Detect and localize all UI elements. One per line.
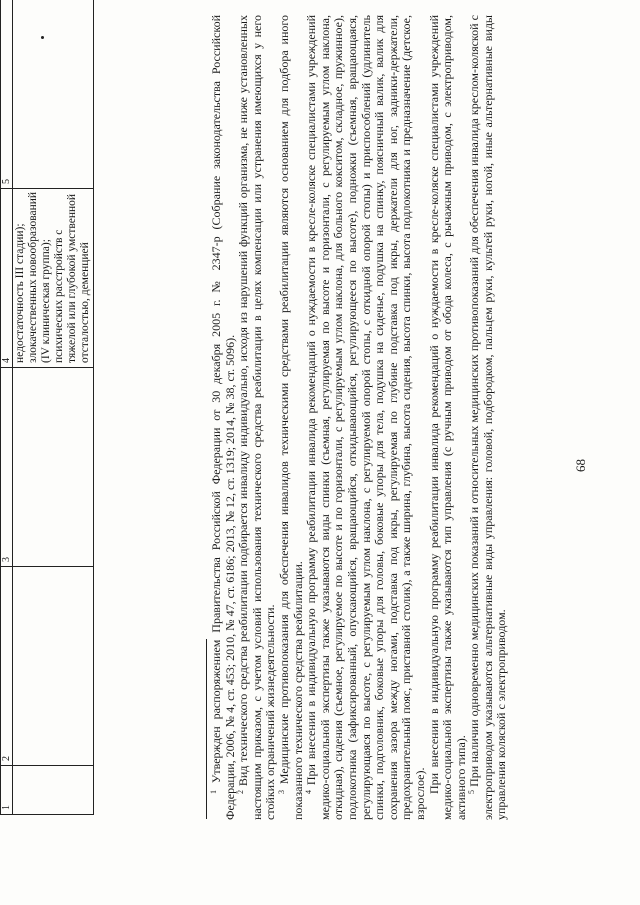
footnotes [210,15,509,820]
table-header-cell: 2 [1,567,13,766]
footnote-4 [305,15,427,820]
footnote-1 [210,15,237,820]
footnote-text: При наличии одновременно медицинских показаний и относительных медицинских противопоказаний для обеспечения инвалида креслом-коляской с электроприводом указываются альтернативные виды управления: головой, подбородком, пальцем руки, культей руки, ногой, иные альтернативные виды управления коляской с электроприводом. [467,14,509,820]
footnote-mark: 2 [236,790,246,794]
footnote-mark: 3 [276,790,286,794]
table-cell [13,368,94,567]
footnote-mark: 1 [209,790,218,794]
footnote-2 [237,15,278,820]
table-header-cell: 5 [1,0,13,189]
table-cell [13,766,94,815]
table-header-cell: 3 [1,368,13,567]
cell-text-line: психических расстройств с [53,229,65,363]
page-number: 68 [573,459,588,472]
footnote-4-continued [428,15,469,820]
footnote-mark: 4 [304,790,314,794]
cell-text-line: тяжелой или глубокой умственной [66,193,78,363]
footnote-text: При внесении в индивидуальную программу реабилитации инвалида рекомендаций о нуждаемости в кресле-коляске специалистами учреждений медико-социальной экспертизы также указываются виды спинки (съемная, регулируемая по высоте и горизонтали, с регулируемым углом наклона, откидная), сидения (съемное, регулируемое по высоте и по горизонтали, с регулируемым углом наклона, для больного кокситом, складное, пружинное), подлокотника (зафиксированный, опускающийся, вращающийся, откидывающийся, регулирующееся по высоте), подножки (съемная, вращающаяся, регулирующаяся по высоте, с регулируемым углом наклона, с регулируемой опорой стопы, с откидной опорой стопы) и приспособлений (удлинитель спинки, подголовник, боковые упоры для головы, боковые упоры для тела, подушка на сиденье, подушка на спинку, поясничный валик, валик для сохранения зазора между ногами, подставка под икры, регулируемая по глубине подставка под икры, держатели для ног, задники-держатели, предохранительный пояс, приставной столик), а также ширина, глубина, высота сидения, высота спинки, высота подлокотника и предназначение (детское, взрослое). [304,14,427,820]
footnote-text: Утвержден распоряжением Правительства Российской Федерации от 30 декабря 2005 г. № 2347-р (Собрание законодательства Российской Федерации, 2006, № 4, ст. 453; 2010, № 47, ст. 6186; 2013, № 12, ст. 1319; 2014, № 38, ст. 5096). [209,15,237,820]
footnote-separator [206,639,207,819]
table-cell-contraindications [13,189,94,368]
cell-text-line: злокачественных новообразований [27,191,39,363]
footnote-text: Вид технического средства реабилитации подбирается инвалиду индивидуально, исходя из нарушений функций организма, не ниже установленных настоящим приказом, с учетом условий использования технического средства реабилитации в целях компенсации или устранения имеющихся у него стойких ограничений жизнедеятельности. [236,15,278,820]
footnote-text: При внесении в индивидуальную программу реабилитации инвалида рекомендаций о нуждаемости в кресле-коляске специалистами учреждений медико-социальной экспертизы также указываются тип управления (с ручным приводом от обода колеса, с рычажным приводом, с электроприводом, активного типа). [426,15,468,820]
cell-text-line: отсталостью, деменцией [79,242,91,363]
table-header-row [1,0,13,815]
footnote-text: Медицинские противопоказания для обеспечения инвалидов техническими средствами реабилитации являются основанием для подбора иного показанного технического средства реабилитации. [276,14,305,820]
cell-text-line: недостаточность III стадии); [14,223,26,363]
cell-text-line: (IV клиническая группа); [40,239,52,363]
table-header-cell: 4 [1,189,13,368]
footnote-3 [278,15,305,820]
continuation-table [0,0,94,815]
table-cell [13,567,94,766]
table-cell [13,0,94,189]
footnote-mark: 5 [467,790,477,794]
table-header-cell: 1 [1,766,13,815]
table-row [13,0,94,815]
footnote-5 [468,15,509,820]
